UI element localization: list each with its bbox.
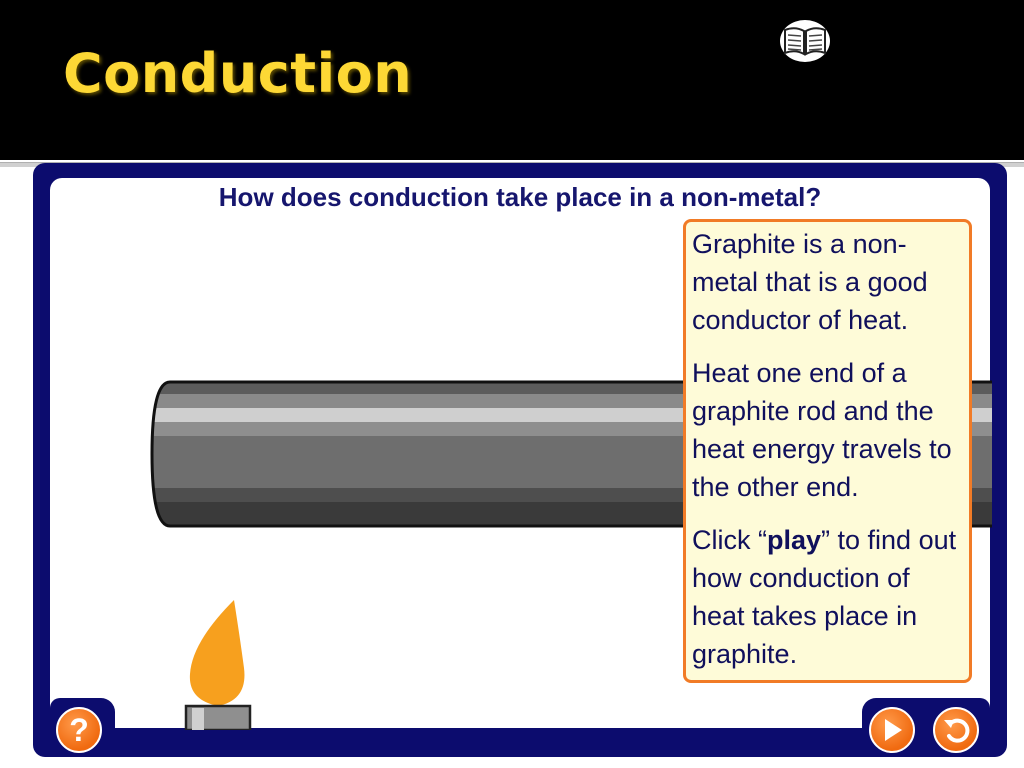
title-bar — [0, 0, 1024, 160]
slide-title: Conduction — [63, 42, 413, 105]
play-keyword: play — [767, 525, 822, 555]
play-button[interactable] — [869, 707, 915, 753]
help-button[interactable] — [56, 707, 102, 753]
info-paragraph-3: Click “play” to find out how conduction of heat takes place in graphite. — [692, 525, 957, 669]
info-paragraph-2: Heat one end of a graphite rod and the heat energy travels to the other end. — [692, 358, 952, 502]
replay-button[interactable] — [933, 707, 979, 753]
info-paragraph-1: Graphite is a non-metal that is a good conductor of heat. — [692, 229, 928, 335]
play-icon — [880, 717, 904, 743]
info-box — [683, 219, 972, 683]
open-book-icon[interactable] — [779, 16, 831, 62]
activity-question: How does conduction take place in a non-metal? — [218, 182, 822, 212]
question-mark-icon: ? — [69, 711, 89, 748]
replay-icon — [941, 715, 971, 745]
bunsen-burner — [178, 598, 258, 730]
flame-icon — [190, 600, 245, 706]
